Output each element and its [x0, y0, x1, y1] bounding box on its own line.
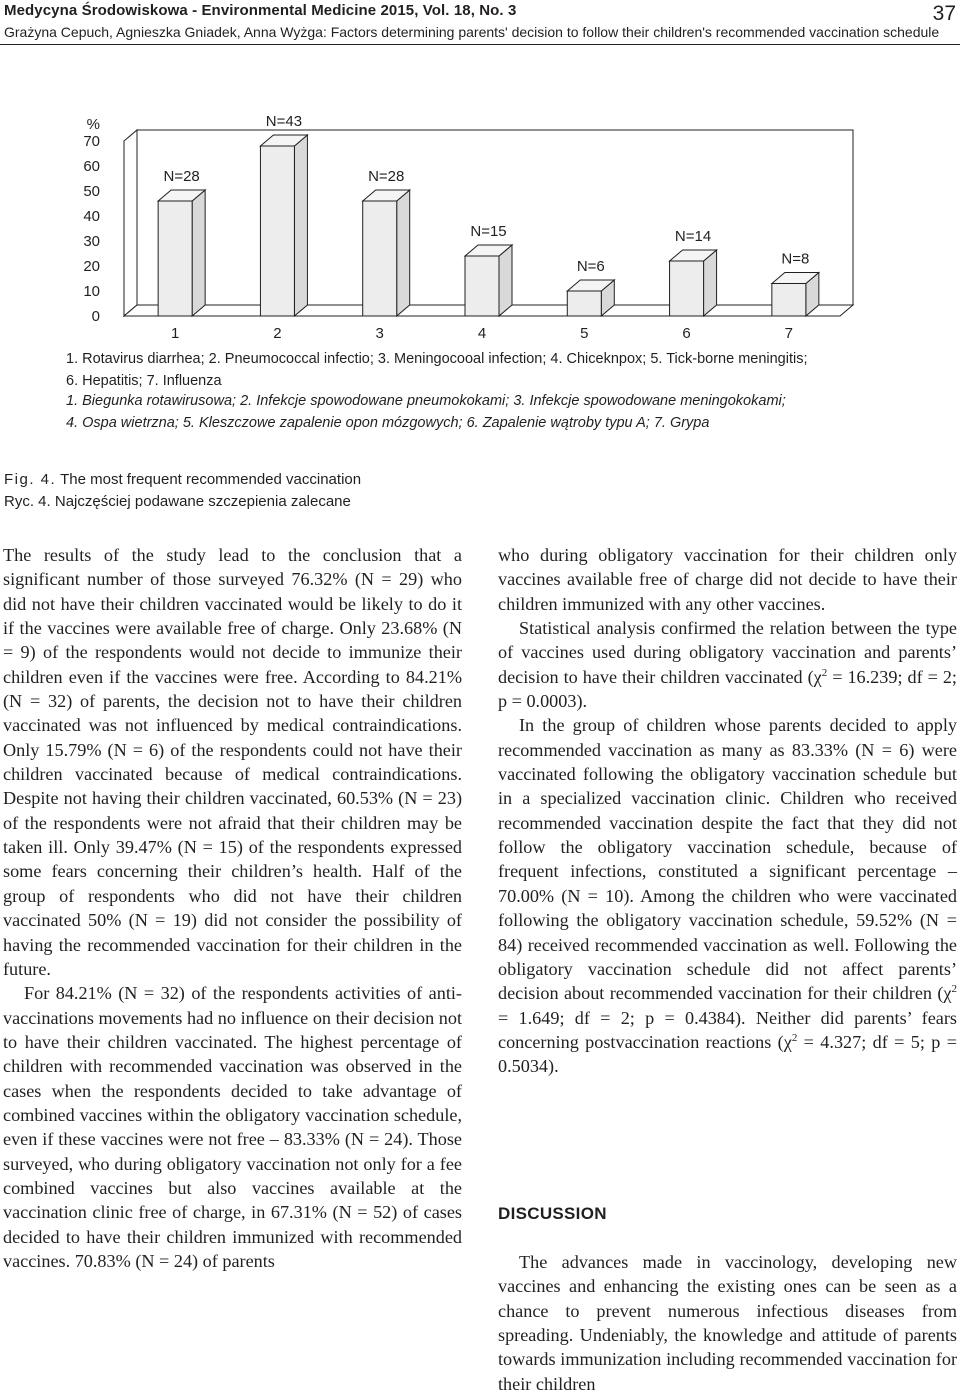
- bar: [158, 201, 192, 316]
- figure-caption-pl: [4, 493, 351, 510]
- left-column: [3, 543, 462, 1273]
- article-running-title: Grażyna Cepuch, Agnieszka Gniadek, Anna Wyżga: Factors determining parents' decision to follow their children's recommended vaccination schedule: [4, 24, 940, 40]
- x-tick-label: 1: [170, 325, 180, 342]
- y-tick-label: 0: [91, 308, 100, 325]
- page-number: 37: [932, 2, 956, 25]
- right-column: [498, 543, 957, 1079]
- bar: [465, 256, 499, 316]
- x-tick-label: 5: [580, 325, 589, 342]
- paragraph-text: In the group of children whose parents decided to apply recommended vaccination as many as 83.33% (N = 6) were vaccinated following the obligatory vaccination schedule but in a specialized vaccination clinic. Children who received recommended vaccination despite the fact that they did not follow the obligatory vaccination schedule, because of frequent infections, constituted a significant percentage – 70.00% (N = 10). Among the children who were vaccinated following the obligatory vaccination schedule, 59.52% (N = 84) received recommended vaccination as well. Following the obligatory vaccination schedule did not affect parents’ decision about recommended vaccination for their children (χ: [498, 715, 957, 1004]
- y-tick-label: 20: [83, 258, 100, 275]
- figure-legend-en: 1. Rotavirus diarrhea; 2. Pneumococcal infectio; 3. Meningocooal infection; 4. Chiceknpox; 5. Tick-borne meningitis;: [66, 351, 808, 367]
- bar-side: [397, 190, 410, 316]
- figure-legend-pl: 4. Ospa wietrzna; 5. Kleszczowe zapalenie opon mózgowych; 6. Zapalenie wątroby typu A; 7. Grypa: [66, 415, 710, 431]
- bar: [670, 261, 704, 316]
- bar-side: [192, 190, 205, 316]
- y-tick-label: 70: [83, 133, 100, 150]
- y-tick-label: 50: [83, 183, 100, 200]
- body-paragraph: [498, 713, 957, 1078]
- figure-caption-en: [4, 471, 361, 488]
- body-paragraph: The results of the study lead to the conclusion that a significant number of those surveyed 76.32% (N = 29) who did not have their children vaccinated would be likely to do it if the vaccines were available free of charge. Only 23.68% (N = 9) of the respondents would not decide to immunize their children even if the vaccines were free. According to 84.21% (N = 32) of parents, the decision not to have their children vaccinated was not influenced by medical contraindications. Only 15.79% (N = 6) of the respondents could not have their children vaccinated because of medical contraindications. Despite not having their children vaccinated, 60.53% (N = 23) of the respondents were not afraid that their children may be taken ill. Only 39.47% (N = 15) of the respondents expressed some fears concerning their children’s health. Half of the group of respondents who did not have their children vaccinated 50% (N = 19) did not consider the possibility of having the recommended vaccination for their children in the future.: [3, 545, 462, 979]
- discussion-text: [498, 1250, 957, 1396]
- journal-header: Medycyna Środowiskowa - Environmental Medicine 2015, Vol. 18, No. 3: [4, 2, 517, 19]
- section-heading: DISCUSSION: [498, 1204, 607, 1223]
- bar-chart: [0, 100, 960, 348]
- bar: [260, 146, 294, 316]
- bar-data-label: N=43: [265, 113, 303, 130]
- x-tick-label: 7: [784, 325, 794, 342]
- bar-data-label: N=14: [674, 228, 712, 245]
- paragraph-text: Statistical analysis confirmed the relation between the type of vaccines used during obligatory vaccination and parents’ decision to have their children vaccinated (χ: [498, 618, 957, 687]
- bar-data-label: N=8: [781, 250, 810, 268]
- y-tick-label: 30: [83, 233, 100, 250]
- superscript: 2: [821, 666, 828, 679]
- y-tick-label: 40: [83, 208, 100, 225]
- superscript: 2: [791, 1031, 798, 1044]
- body-paragraph: [498, 616, 957, 713]
- figure-label: Ryc. 4.: [4, 493, 51, 510]
- x-tick-label: 6: [682, 325, 691, 342]
- body-paragraph: The advances made in vaccinology, developing new vaccines and enhancing the existing ones can be seen as a chance to prevent numerous infectious diseases from spreading. Undeniably, the knowledge and attitude of parents towards immunization including recommended vaccination for their children: [498, 1252, 957, 1394]
- body-paragraph: For 84.21% (N = 32) of the respondents activities of anti-vaccinations movements had no influence on their decision not to have their children vaccinated. The highest percentage of children with recommended vaccination was observed in the cases when the respondents decided to take advantage of combined vaccines within the obligatory vaccination schedule, even if these vaccines were not free – 83.33% (N = 24). Those surveyed, who during obligatory vaccination not only for a fee combined vaccines but also vaccines available at the vaccination clinic free of charge, in 67.31% (N = 52) of cases decided to have their children immunized with recommended vaccines. 70.83% (N = 24) of parents: [3, 983, 462, 1271]
- figure-caption-text: Najczęściej podawane szczepienia zalecane: [54, 493, 351, 510]
- x-tick-label: 4: [477, 325, 487, 342]
- bar-data-label: N=28: [368, 168, 405, 185]
- bar-data-label: N=28: [163, 168, 200, 185]
- x-tick-label: 3: [375, 325, 384, 342]
- bar-side: [294, 135, 307, 316]
- paragraph-text: = 16.239; df = 2; p = 0.0003).: [498, 666, 957, 712]
- y-tick-label: 60: [83, 158, 100, 175]
- figure-legend-en: 6. Hepatitis; 7. Influenza: [66, 373, 222, 389]
- bar-data-label: N=15: [470, 223, 507, 240]
- paragraph-text: = 4.327; df = 5; p = 0.5034).: [498, 1031, 957, 1077]
- x-tick-label: 2: [273, 325, 282, 342]
- y-axis-label: %: [86, 116, 100, 133]
- superscript: 2: [951, 983, 957, 996]
- bar: [567, 291, 601, 316]
- bar-data-label: N=6: [576, 258, 605, 275]
- paragraph-text: = 1.649; df = 2; p = 0.4384). Neither did parents’ fears concerning postvaccination reactions (χ: [498, 1007, 957, 1052]
- chart-side-wall: [124, 130, 137, 316]
- y-tick-label: 10: [83, 283, 100, 300]
- header-divider: [0, 44, 960, 45]
- body-paragraph: who during obligatory vaccination for their children only vaccines available free of charge did not decide to have their children immunized with any other vaccines.: [498, 545, 957, 614]
- figure-legend-pl: 1. Biegunka rotawirusowa; 2. Infekcje spowodowane pneumokokami; 3. Infekcje spowodowane meningokokami;: [66, 393, 786, 409]
- figure-label: Fig. 4.: [4, 471, 57, 488]
- bar: [772, 284, 806, 317]
- bar-side: [499, 245, 512, 316]
- bar: [363, 201, 397, 316]
- figure-caption-text: The most frequent recommended vaccination: [60, 471, 362, 488]
